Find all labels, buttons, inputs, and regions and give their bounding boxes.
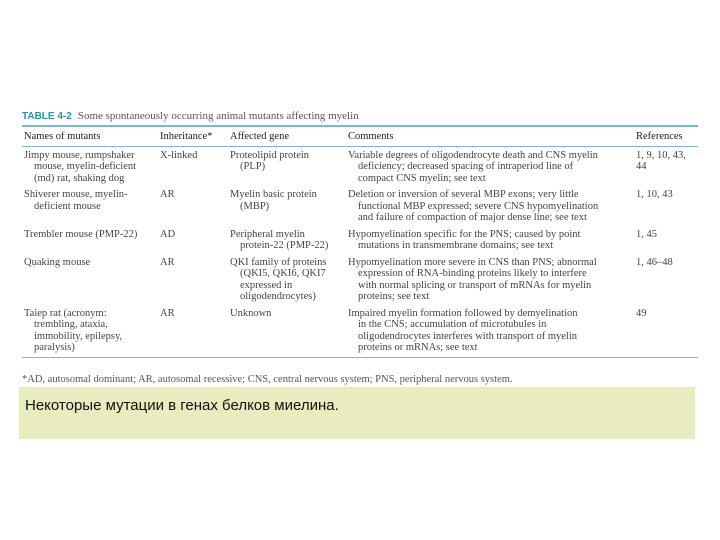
inheritance: AR <box>160 256 175 268</box>
mutant-name: Jimpy mouse, rumpshaker mouse, myelin-deficient (md) rat, shaking dog <box>24 149 137 184</box>
references: 1, 45 <box>636 228 657 240</box>
comments: Hypomyelination more severe in CNS than PNS; abnormal expression of RNA-binding proteins likely to interfere with normal splicing or transport of mRNAs for myelin proteins; see text <box>348 256 597 302</box>
table-row <box>22 305 698 356</box>
inheritance: X-linked <box>160 149 198 161</box>
table-row <box>22 146 698 186</box>
affected-gene: Unknown <box>230 307 272 319</box>
references: 49 <box>636 307 647 319</box>
table-bottom-rule <box>22 357 698 358</box>
header-affected-gene: Affected gene <box>228 129 346 146</box>
affected-gene: Peripheral myelin protein-22 (PMP-22) <box>230 228 329 251</box>
caption-box <box>19 387 695 439</box>
mutants-table <box>22 129 698 356</box>
table-header-row <box>22 129 698 146</box>
inheritance: AR <box>160 307 175 319</box>
table-row <box>22 186 698 226</box>
table-title <box>22 108 712 124</box>
references: 1, 46–48 <box>636 256 673 268</box>
slide-caption: Некоторые мутации в генах белков миелина. <box>25 397 339 414</box>
mutant-name: Trembler mouse (PMP-22) <box>24 228 138 240</box>
mutant-name: Taiep rat (acronym: trembling, ataxia, immobility, epilepsy, paralysis) <box>24 307 123 353</box>
table-row <box>22 254 698 305</box>
header-names: Names of mutants <box>22 129 158 146</box>
inheritance: AD <box>160 228 176 240</box>
inheritance: AR <box>160 189 175 200</box>
table-row <box>22 226 698 254</box>
table-title-text: Some spontaneously occurring animal mutants affecting myelin <box>77 110 359 122</box>
header-references: References <box>634 129 698 146</box>
table-number: TABLE 4-2 <box>22 111 72 122</box>
comments: Variable degrees of oligodendrocyte death and CNS myelin deficiency; decreased spacing of intraperiod line of compact CNS myelin; see text <box>348 149 598 184</box>
affected-gene: Proteolipid protein (PLP) <box>230 149 310 172</box>
references: 1, 9, 10, 43, 44 <box>636 149 686 172</box>
header-comments: Comments <box>346 129 634 146</box>
comments: Hypomyelination specific for the PNS; caused by point mutations in transmembrane domains; see text <box>348 228 581 251</box>
comments: Deletion or inversion of several MBP exons; very little functional MBP expressed; severe CNS hypomyelination and failure of compaction of major dense line; see text <box>348 189 599 223</box>
header-inheritance: Inheritance* <box>158 129 228 146</box>
comments: Impaired myelin formation followed by demyelination in the CNS; accumulation of microtubules in oligodendrocytes interferes with transport of myelin proteins or mRNAs; see text <box>348 307 578 353</box>
references: 1, 10, 43 <box>636 189 673 200</box>
table-footnote: *AD, autosomal dominant; AR, autosomal recessive; CNS, central nervous system; PNS, peripheral nervous system. <box>22 374 513 385</box>
affected-gene: QKI family of proteins (QKI5, QKI6, QKI7 expressed in oligodendrocytes) <box>230 256 327 302</box>
table-top-rule <box>22 125 698 127</box>
affected-gene: Myelin basic protein (MBP) <box>230 189 317 212</box>
mutant-name: Shiverer mouse, myelin- deficient mouse <box>24 189 128 212</box>
mutant-name: Quaking mouse <box>24 256 91 268</box>
table-figure <box>22 108 712 353</box>
